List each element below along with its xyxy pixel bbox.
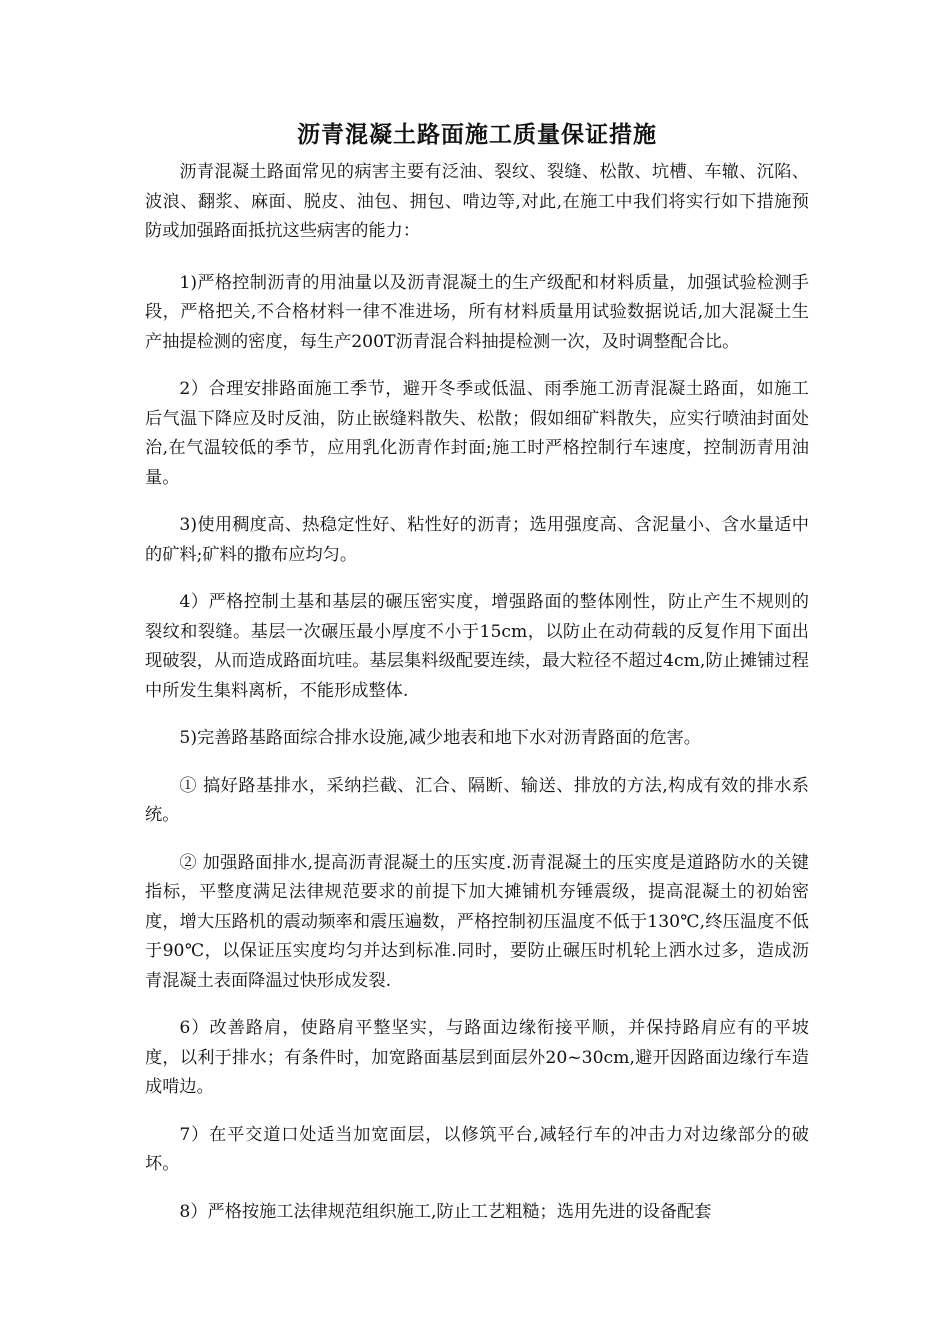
document-page <box>145 118 809 1245</box>
paragraph-measure-4: 4）严格控制土基和基层的碾压密实度，增强路面的整体刚性，防止产生不规则的裂纹和裂缝。基层一次碾压最小厚度不小于15cm，以防止在动荷载的反复作用下面出现破裂，从而造成路面坑哇。基层集料级配要连续，最大粒径不超过4cm,防止摊铺过程中所发生集料离析，不能形成整体. <box>145 592 809 701</box>
paragraph-measure-1: 1)严格控制沥青的用油量以及沥青混凝土的生产级配和材料质量，加强试验检测手段，严格把关,不合格材料一律不准进场，所有材料质量用试验数据说话,加大混凝土生产抽提检测的密度，每生产200T沥青混合料抽提检测一次，及时调整配合比。 <box>145 272 809 352</box>
document-title: 沥青混凝土路面施工质量保证措施 <box>297 122 657 148</box>
paragraph-measure-6: 6）改善路肩，使路肩平整坚实，与路面边缘衔接平顺，并保持路肩应有的平坡度，以利于排水；有条件时，加宽路面基层到面层外20~30cm,避开因路面边缘行车造成啃边。 <box>145 1018 809 1097</box>
paragraph-measure-2: 2）合理安排路面施工季节，避开冬季或低温、雨季施工沥青混凝土路面，如施工后气温下降应及时反油，防止嵌缝料散失、松散；假如细矿料散失，应实行喷油封面处治,在气温较低的季节，应用乳化沥青作封面;施工时严格控制行车速度，控制沥青用油量。 <box>145 379 809 488</box>
paragraph-intro: 沥青混凝土路面常见的病害主要有泛油、裂纹、裂缝、松散、坑槽、车辙、沉陷、波浪、翻浆、麻面、脱皮、油包、拥包、啃边等,对此,在施工中我们将实行如下措施预防或加强路面抵抗这些病害的能力： <box>145 162 809 241</box>
paragraph-measure-7: 7）在平交道口处适当加宽面层，以修筑平台,减轻行车的冲击力对边缘部分的破坏。 <box>145 1124 809 1174</box>
paragraph-measure-5-sub-1: ① 搞好路基排水，采纳拦截、汇合、隔断、输送、排放的方法,构成有效的排水系统。 <box>145 775 809 825</box>
paragraph-measure-5: 5)完善路基路面综合排水设施,减少地表和地下水对沥青路面的危害。 <box>179 728 701 748</box>
paragraph-measure-8: 8）严格按施工法律规范组织施工,防止工艺粗糙；选用先进的设备配套 <box>179 1201 712 1222</box>
paragraph-measure-3: 3)使用稠度高、热稳定性好、粘性好的沥青；选用强度高、含泥量小、含水量适中的矿料;矿料的撒布应均匀。 <box>145 515 809 565</box>
paragraph-measure-5-sub-2: ② 加强路面排水,提高沥青混凝土的压实度.沥青混凝土的压实度是道路防水的关键指标，平整度满足法律规范要求的前提下加大摊铺机夯锤震级，提高混凝土的初始密度，增大压路机的震动频率和震压遍数，严格控制初压温度不低于130℃,终压温度不低于90℃，以保证压实度均匀并达到标准.同时，要防止碾压时机轮上洒水过多，造成沥青混凝土表面降温过快形成发裂. <box>145 852 809 991</box>
